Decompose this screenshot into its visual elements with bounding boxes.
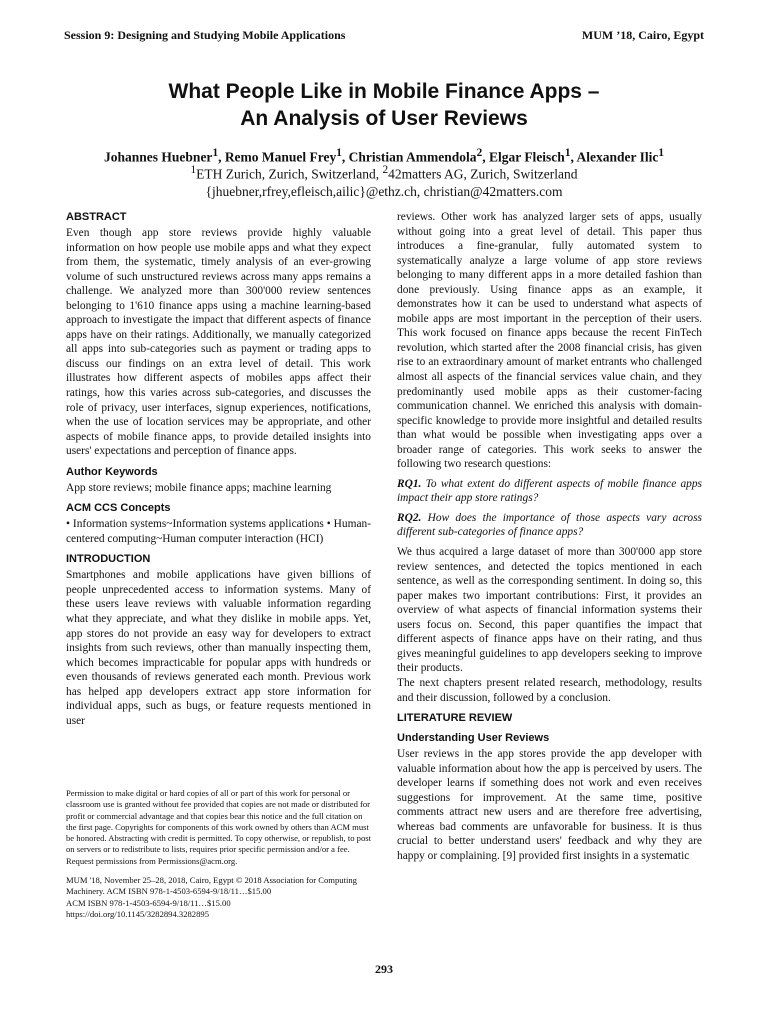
author-sup: 1: [564, 147, 571, 159]
paper-title: [40, 78, 728, 132]
title-line-1: What People Like in Mobile Finance Apps –: [168, 80, 600, 103]
author-list: Johannes Huebner$^1$, Remo Manuel Frey$^1$, Christian Ammendola$^2$, Elgar Fleisch$^1$, Alexander Ilic$^1$: [104, 147, 664, 165]
author-sup: 1: [212, 147, 219, 159]
affiliation-42matters: 42matters AG, Zurich, Switzerland: [388, 166, 578, 182]
abstract-text: Even though app store reviews provide highly valuable information on how people use mobile apps and what they expect from them, the systematic, timely analysis of an ever-growing volume of such unstructured reviews across many apps remains a challenge. We analyzed more than 300'000 review sentences belonging to 1'610 finance apps using a machine learning-based approach to investigate the impact that different aspects of finance apps have on their ratings. Additionally, we manually categorized all apps into sub-categories such as payment or trading apps to discuss our findings on an extra level of detail. This work illustrates how different aspects of mobiles apps affect their ratings, how this varies across sub-categories, and discusses the role of privacy, user interfaces, signup experiences, notifications, when the use of location services may be appropriate, and other aspects of mobile finance apps, to provide detailed insights into users' expectations and perception of finance apps.: [66, 227, 371, 458]
author: Remo Manuel Frey: [224, 149, 337, 165]
introduction-text: Smartphones and mobile applications have given billions of people unprecedented access to information systems. Many of these users leave reviews with valuable information regarding what they appreciate, and what they dislike in mobile apps. Yet, app stores do not provide an easy way for developers to extract insights from such reviews, other than manually inspecting them, which becomes impracticable for popular apps with hundreds or even thousands of reviews generated each month. Previous work has helped app developers extract app store information for individual apps, such as bugs, or feature requests mentioned in user: [66, 569, 371, 727]
permission-notice: Permission to make digital or hard copies of all or part of this work for personal or classroom use is granted without fee provided that copies are not made or distributed for profit or commercial advantage and that copies bear this notice and the full citation on the first page. Copyrights for components of this work owned by others than ACM must be honored. Abstracting with credit is permitted. To copy otherwise, or republish, to post on servers or to redistribute to lists, requires prior specific permission and/or a fee. Request permissions from Permissions@acm.org.: [66, 788, 371, 866]
author-sup: 1: [658, 147, 664, 159]
doi-link[interactable]: https://doi.org/10.1145/3282894.3282895: [66, 908, 209, 919]
author: Alexander Ilic: [576, 149, 659, 165]
affil-sup: 2: [382, 164, 389, 176]
research-question-2: [397, 511, 702, 540]
conference-copyright: MUM '18, November 25–28, 2018, Cairo, Egypt © 2018 Association for Computing Machinery. ACM ISBN 978-1-4503-6594-9/18/11…$15.00: [66, 875, 357, 897]
acm-isbn: ACM ISBN 978-1-4503-6594-9/18/11…$15.00: [66, 897, 231, 908]
rq2-label: RQ2.: [397, 511, 422, 524]
outline-paragraph: The next chapters present related research, methodology, results and their discussion, followed by a conclusion.: [397, 676, 702, 704]
contributions-paragraph: We thus acquired a large dataset of more than 300'000 app store review sentences, and detected the topics mentioned in each sentence, as well as the corresponding sentiment. In doing so, this paper makes two important contributions: First, it provides an overview of what aspects of financial information systems their users focus on. Second, this paper quantifies the impact that different aspects of finance apps have on their rating, and thus gives meaningful guidelines to app developers seeking to improve their products.: [397, 546, 702, 675]
rq1-text: To what extent do different aspects of mobile finance apps impact their app store ratings?: [397, 477, 702, 505]
right-column: [397, 210, 702, 863]
keywords-heading: Author Keywords: [66, 465, 158, 478]
ccs-text: • Information systems~Information systems applications • Human-centered computing~Human computer interaction (HCI): [66, 518, 371, 545]
affiliation-line: [20, 162, 748, 183]
running-header-venue: MUM ’18, Cairo, Egypt: [581, 28, 704, 42]
left-column: [66, 210, 371, 728]
affiliations: [20, 162, 748, 200]
author-sup: 1: [336, 147, 342, 159]
affil-sup: 1: [190, 164, 197, 176]
abstract-heading: ABSTRACT: [66, 211, 127, 223]
author-sup: 2: [476, 147, 483, 159]
keywords-text: App store reviews; mobile finance apps; machine learning: [66, 481, 332, 494]
introduction-heading: INTRODUCTION: [66, 553, 151, 566]
title-line-2: An Analysis of User Reviews: [240, 107, 528, 130]
author: Johannes Huebner: [104, 149, 213, 165]
rq1-label: RQ1.: [397, 477, 422, 490]
literature-review-heading: LITERATURE REVIEW: [397, 712, 513, 725]
literature-review-text: User reviews in the app stores provide the app developer with valuable information about how the app is perceived by users. The developer learns if something does not work and even receives suggestions for improvement. At the same time, positive comments attract new users and are therefore free advertising, whereas bad comments are unfavorable for business. It is thus crucial to better understand users' feedback and why they are happy or complaining. [9] provided first insights in a systematic: [397, 748, 702, 862]
research-question-1: [397, 477, 702, 506]
rq2-text: How does the importance of those aspects vary across different sub-categories of finance apps?: [397, 511, 702, 539]
page-number: 293: [375, 962, 393, 976]
author-emails: {jhuebner,rfrey,efleisch,ailic}@ethz.ch, christian@42matters.com: [205, 183, 563, 199]
understanding-reviews-subheading: Understanding User Reviews: [397, 732, 550, 745]
ccs-heading: ACM CCS Concepts: [66, 502, 171, 515]
running-header-session: Session 9: Designing and Studying Mobile Applications: [64, 28, 346, 42]
affiliation-eth: ETH Zurich, Zurich, Switzerland,: [196, 166, 383, 182]
introduction-continued: reviews. Other work has analyzed larger sets of apps, usually without going into a great level of detail. This paper thus introduces a fine-granular, fully automated system to systematically analyze a large volume of app store reviews belonging to many different apps in a more detailed fashion than done previously. Using finance apps as an example, it demonstrates how it can be used to understand what aspects of mobile apps are most important in the perception of their users. This work focused on finance apps because the recent FinTech revolution, which started after the 2008 financial crisis, has given rise to an extraordinary amount of market entrants who challenged almost all aspects of the financial services value chain, and they predominantly used mobile apps as their customer-facing communication channel. We enriched this analysis with domain-specific knowledge to provide more insightful and detailed results than what would be possible when investigating apps over a broader range of categories. This work seeks to answer the following two research questions:: [397, 211, 702, 471]
author: Christian Ammendola: [348, 149, 477, 165]
author: Elgar Fleisch: [488, 149, 565, 165]
permission-block: [66, 788, 371, 920]
